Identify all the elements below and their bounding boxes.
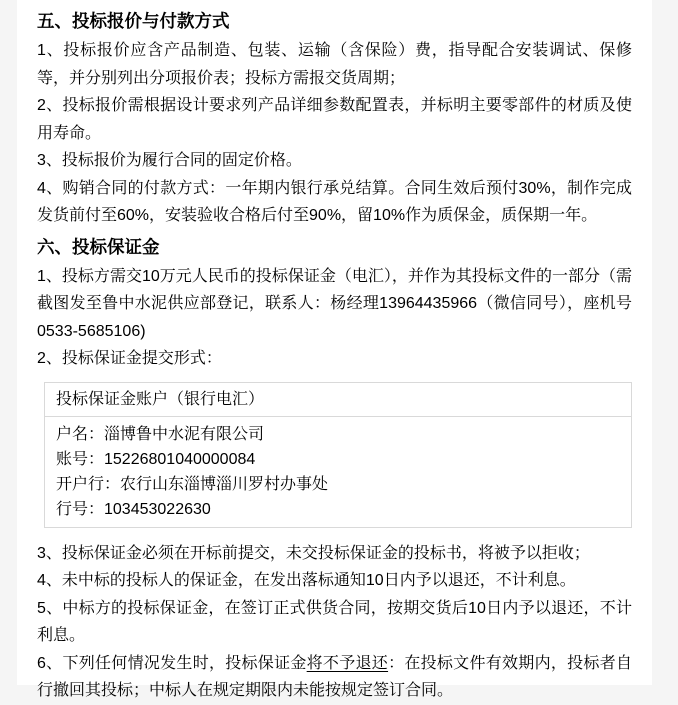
- deposit-table-header-row: [45, 382, 632, 416]
- section6-item-6-forfeit-clause: 将不予退还: [306, 654, 389, 672]
- section6-item-1: 1、投标方需交10万元人民币的投标保证金（电汇），并作为其投标文件的一部分（需截图发至鲁中水泥供应部登记，联系人：杨经理13964435966（微信同号），座机号0533-5685106): [37, 267, 632, 340]
- section6-heading: 六、投标保证金: [37, 236, 160, 257]
- section5-item-4: 4、购销合同的付款方式：一年期内银行承兑结算。合同生效后预付30%，制作完成发货前付至60%，安装验收合格后付至90%，留10%作为质保金，质保期一年。: [37, 179, 632, 224]
- section6-item-2: 2、投标保证金提交形式：: [37, 350, 222, 367]
- section6-item-6-prefix: 6、下列任何情况发生时，投标保证金: [37, 654, 307, 672]
- section6-item-6-suffix: ：在投标文件有效期内，投标者自行撤回其投标；中标人在规定期限内未能按规定签订合同。: [37, 654, 632, 699]
- section6-item-3: 3、投标保证金必须在开标前提交，未交投标保证金的投标书，将被予以拒收；: [37, 544, 590, 562]
- section6-item-4: 4、未中标的投标人的保证金，在发出落标通知10日内予以退还，不计利息。: [37, 572, 576, 589]
- section6-item-6: [37, 650, 632, 705]
- section6-item-5: 5、中标方的投标保证金，在签订正式供货合同，按期交货后10日内予以退还，不计利息。: [37, 599, 632, 644]
- bank-account-number: 账号：15226801040000084: [56, 450, 256, 468]
- deposit-table-header: 投标保证金账户（银行电汇）: [45, 382, 632, 416]
- deposit-table-body-cell: [45, 416, 632, 527]
- bank-branch: 开户行：农行山东淄博淄川罗村办事处: [56, 475, 329, 493]
- section5-item-1: 1、投标报价应含产品制造、包装、运输（含保险）费，指导配合安装调试、保修等，并分别列出分项报价表；投标方需报交货周期；: [37, 42, 632, 87]
- section5-item-2: 2、投标报价需根据设计要求列产品详细参数配置表，并标明主要零部件的材质及使用寿命。: [37, 97, 632, 142]
- bank-branch-code: 行号：103453022630: [56, 500, 211, 518]
- deposit-table-body-row: [45, 416, 632, 527]
- section5-heading: 五、投标报价与付款方式: [37, 11, 230, 31]
- tender-document-body: [37, 7, 632, 705]
- document-sheet: [17, 0, 652, 699]
- section5-item-3: 3、投标报价为履行合同的固定价格。: [37, 152, 302, 169]
- deposit-account-table: [44, 382, 632, 528]
- bank-account-name: 户名：淄博鲁中水泥有限公司: [56, 425, 265, 443]
